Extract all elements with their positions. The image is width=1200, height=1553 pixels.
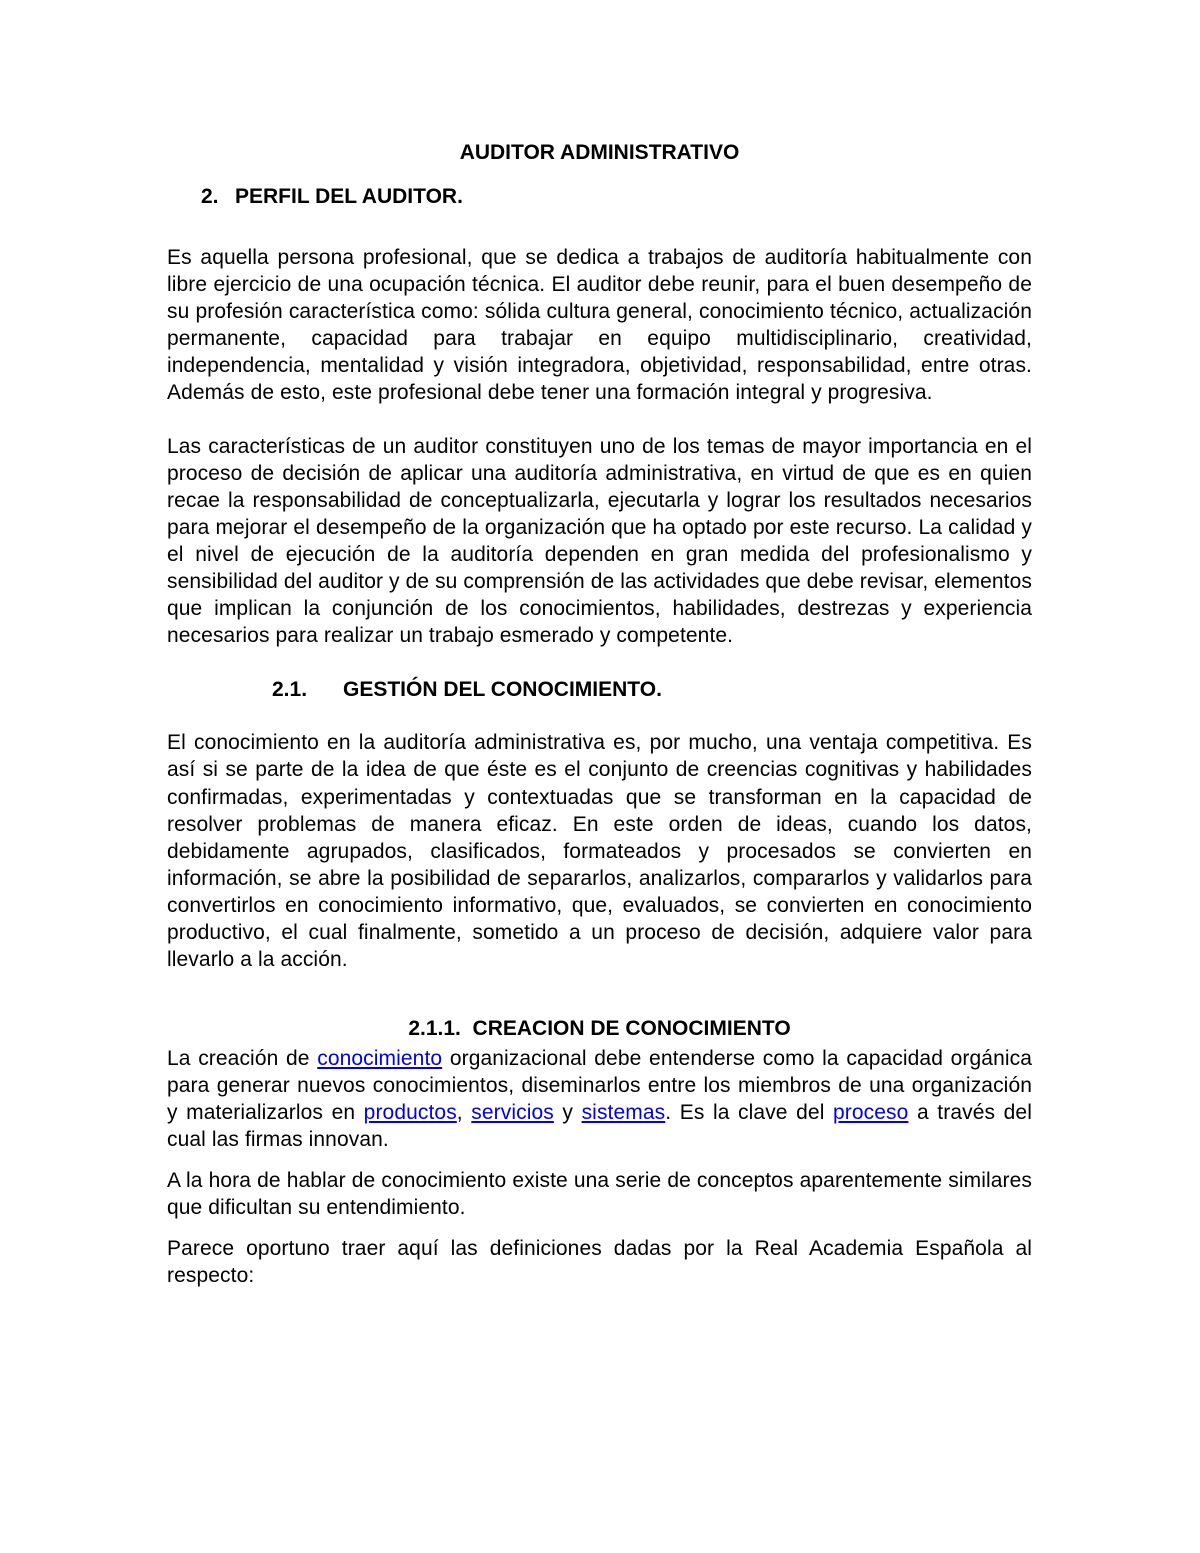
link-servicios[interactable]: servicios <box>471 1101 554 1125</box>
section-2-title: PERFIL DEL AUDITOR. <box>235 185 463 208</box>
text-run: . Es la clave del <box>665 1101 834 1125</box>
section-2-1-1-heading: 2.1.1. CREACION DE CONOCIMIENTO <box>408 1017 791 1041</box>
section-2-1-1-paragraph-1 <box>167 1045 1032 1153</box>
section-2-number: 2. <box>201 185 219 208</box>
section-2-heading <box>167 183 1032 210</box>
section-2-paragraph-2: Las características de un auditor constituyen uno de los temas de mayor importancia en el proceso de decisión de aplicar una auditoría administrativa, en virtud de que es en quien recae la responsabilidad de conceptualizarla, ejecutarla y lograr los resultados necesarios para mejorar el desempeño de la organización que ha optado por este recurso. La calidad y el nivel de ejecución de la auditoría dependen en gran medida del profesionalismo y sensibilidad del auditor y de su comprensión de las actividades que debe revisar, elementos que implican la conjunción de los conocimientos, habilidades, destrezas y experiencia necesarios para realizar un trabajo esmerado y competente. <box>167 434 1032 648</box>
link-conocimiento[interactable]: conocimiento <box>317 1047 443 1071</box>
section-2-1-heading <box>167 676 1032 703</box>
section-2-paragraph-1: Es aquella persona profesional, que se dedica a trabajos de auditoría habitualmente con libre ejercicio de una ocupación técnica. El auditor debe reunir, para el buen desempeño de su profesión característica como: sólida cultura general, conocimiento técnico, actualización permanente, capacidad para trabajar en equipo multidisciplinario, creatividad, independencia, mentalidad y visión integradora, objetividad, responsabilidad, entre otras. Además de esto, este profesional debe tener una formación integral y progresiva. <box>167 246 1032 405</box>
section-2-1-number: 2.1. <box>272 678 308 702</box>
section-2-1-1-paragraph-3: Parece oportuno traer aquí las definiciones dadas por la Real Academia Española al respecto: <box>167 1236 1032 1287</box>
text-run: La creación de <box>167 1047 318 1071</box>
link-productos[interactable]: productos <box>363 1101 457 1125</box>
section-2-1-paragraph: El conocimiento en la auditoría administrativa es, por mucho, una ventaja competitiva. Es así si se parte de la idea de que éste es el conjunto de creencias cognitivas y habilidades confirmadas, experimentadas y contextuadas que se transforman en la capacidad de resolver problemas de manera eficaz. En este orden de ideas, cuando los datos, debidamente agrupados, clasificados, formateados y procesados se convierten en información, se abre la posibilidad de separarlos, analizarlos, compararlos y validarlos para convertirlos en conocimiento informativo, que, evaluados, se convierten en conocimiento productivo, el cual finalmente, sometido a un proceso de decisión, adquiere valor para llevarlo a la acción. <box>167 731 1032 972</box>
link-proceso[interactable]: proceso <box>833 1101 909 1125</box>
text-run: , <box>456 1101 472 1125</box>
document-title: AUDITOR ADMINISTRATIVO <box>459 141 740 164</box>
section-2-1-1-paragraph-2: A la hora de hablar de conocimiento existe una serie de conceptos aparentemente similares que dificultan su entendimiento. <box>167 1168 1032 1219</box>
document-page <box>167 138 1032 1289</box>
text-run: organizacional debe entenderse como la capacidad orgánica para generar nuevos conocimientos, diseminarlos entre los miembros de una organización y materializarlos en <box>167 1047 1032 1125</box>
link-sistemas[interactable]: sistemas <box>581 1101 666 1125</box>
text-run: y <box>553 1101 582 1125</box>
section-2-1-title: GESTIÓN DEL CONOCIMIENTO. <box>343 678 662 702</box>
text-run: a través del cual las firmas innovan. <box>167 1101 1032 1152</box>
